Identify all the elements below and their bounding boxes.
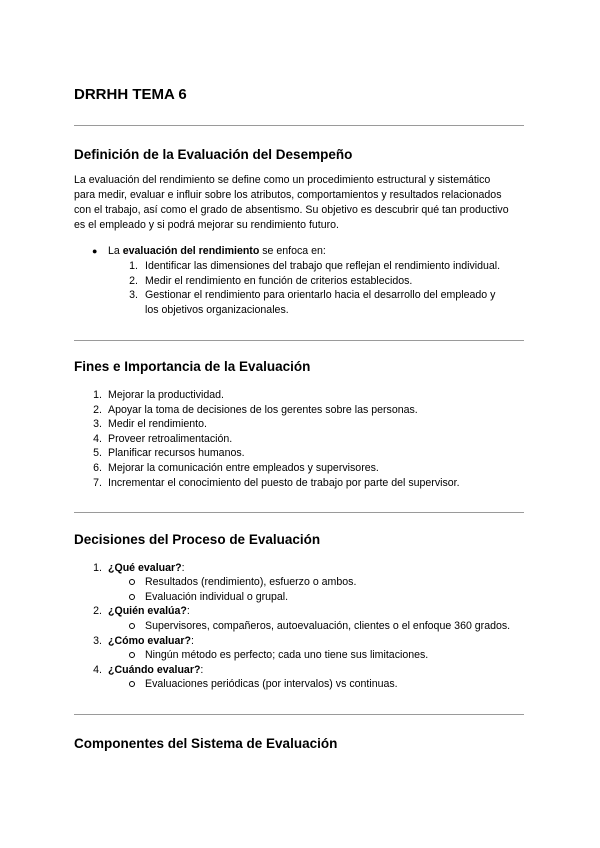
list-number: 5. <box>93 447 102 459</box>
question-label: ¿Cuándo evaluar? <box>108 664 201 676</box>
question-label: ¿Quién evalúa? <box>108 605 187 617</box>
list-number: 2. <box>93 404 102 416</box>
list-number: 3. <box>129 289 138 301</box>
list-number: 2. <box>93 605 102 617</box>
paragraph-line: para medir, evaluar e influir sobre los atributos, comportamientos y resultados relacionados <box>74 189 502 201</box>
list-number: 4. <box>93 664 102 676</box>
list-number: 1. <box>93 562 102 574</box>
bullet-bold-term: evaluación del rendimiento <box>122 245 260 257</box>
sub-item: Evaluación individual o grupal. <box>145 591 289 603</box>
list-number: 7. <box>93 477 102 489</box>
list-number: 3. <box>93 418 102 430</box>
list-item: Proveer retroalimentación. <box>108 433 233 445</box>
sub-item: Evaluaciones periódicas (por intervalos) vs continuas. <box>145 678 398 690</box>
bullet-item <box>108 244 326 259</box>
divider <box>74 714 524 715</box>
section-heading-decisiones: Decisiones del Proceso de Evaluación <box>74 532 321 547</box>
list-item: Planificar recursos humanos. <box>108 447 245 459</box>
circle-bullet-icon <box>129 623 135 629</box>
list-number: 3. <box>93 635 102 647</box>
list-item: Incrementar el conocimiento del puesto de trabajo por parte del supervisor. <box>108 477 460 489</box>
divider <box>74 512 524 513</box>
question-label: ¿Qué evaluar? <box>108 562 182 574</box>
section-heading-definicion: Definición de la Evaluación del Desempeño <box>74 147 353 162</box>
list-number: 1. <box>93 389 102 401</box>
bullet-prefix: La <box>108 245 123 257</box>
question-colon: : <box>186 605 190 617</box>
list-number: 1. <box>129 260 138 272</box>
question-colon: : <box>191 635 194 647</box>
list-item <box>108 604 190 619</box>
question-colon: : <box>200 664 204 676</box>
divider <box>74 125 524 126</box>
paragraph-line: La evaluación del rendimiento se define como un procedimiento estructural y sistemático <box>74 174 491 186</box>
list-item-line: los objetivos organizacionales. <box>145 303 289 316</box>
list-item: Apoyar la toma de decisiones de los gerentes sobre las personas. <box>108 404 418 416</box>
sub-item: Ningún método es perfecto; cada uno tiene sus limitaciones. <box>145 649 429 661</box>
list-item: Medir el rendimiento. <box>108 418 207 430</box>
list-item: Mejorar la productividad. <box>108 389 224 401</box>
list-item: Medir el rendimiento en función de criterios establecidos. <box>145 275 413 287</box>
list-item-line: Gestionar el rendimiento para orientarlo hacia el desarrollo del empleado y <box>145 289 496 301</box>
circle-bullet-icon <box>129 681 135 687</box>
document-title: DRRHH TEMA 6 <box>74 86 187 103</box>
paragraph-line: con el trabajo, así como el grado de absentismo. Su objetivo es descubrir qué tan productivo <box>74 204 509 216</box>
list-item <box>108 663 203 678</box>
question-colon: : <box>181 562 185 574</box>
list-item <box>108 634 194 649</box>
divider <box>74 340 524 341</box>
circle-bullet-icon <box>129 579 135 585</box>
bullet-dot-icon: ● <box>92 246 98 256</box>
list-number: 4. <box>93 433 102 445</box>
circle-bullet-icon <box>129 652 135 658</box>
sub-item: Supervisores, compañeros, autoevaluación, clientes o el enfoque 360 grados. <box>145 620 511 632</box>
list-number: 2. <box>129 275 138 287</box>
list-item: Mejorar la comunicación entre empleados y supervisores. <box>108 462 379 474</box>
list-item <box>145 288 495 317</box>
list-item: Identificar las dimensiones del trabajo que reflejan el rendimiento individual. <box>145 260 501 272</box>
section-heading-fines: Fines e Importancia de la Evaluación <box>74 359 311 374</box>
list-number: 6. <box>93 462 102 474</box>
circle-bullet-icon <box>129 594 135 600</box>
list-item <box>108 561 185 576</box>
section-heading-componentes: Componentes del Sistema de Evaluación <box>74 736 338 751</box>
bullet-suffix: se enfoca en: <box>259 245 326 257</box>
paragraph-line: es el empleado y si podrá mejorar su rendimiento futuro. <box>74 219 339 231</box>
question-label: ¿Cómo evaluar? <box>108 635 192 647</box>
sub-item: Resultados (rendimiento), esfuerzo o ambos. <box>145 576 357 588</box>
definition-paragraph <box>74 173 534 233</box>
